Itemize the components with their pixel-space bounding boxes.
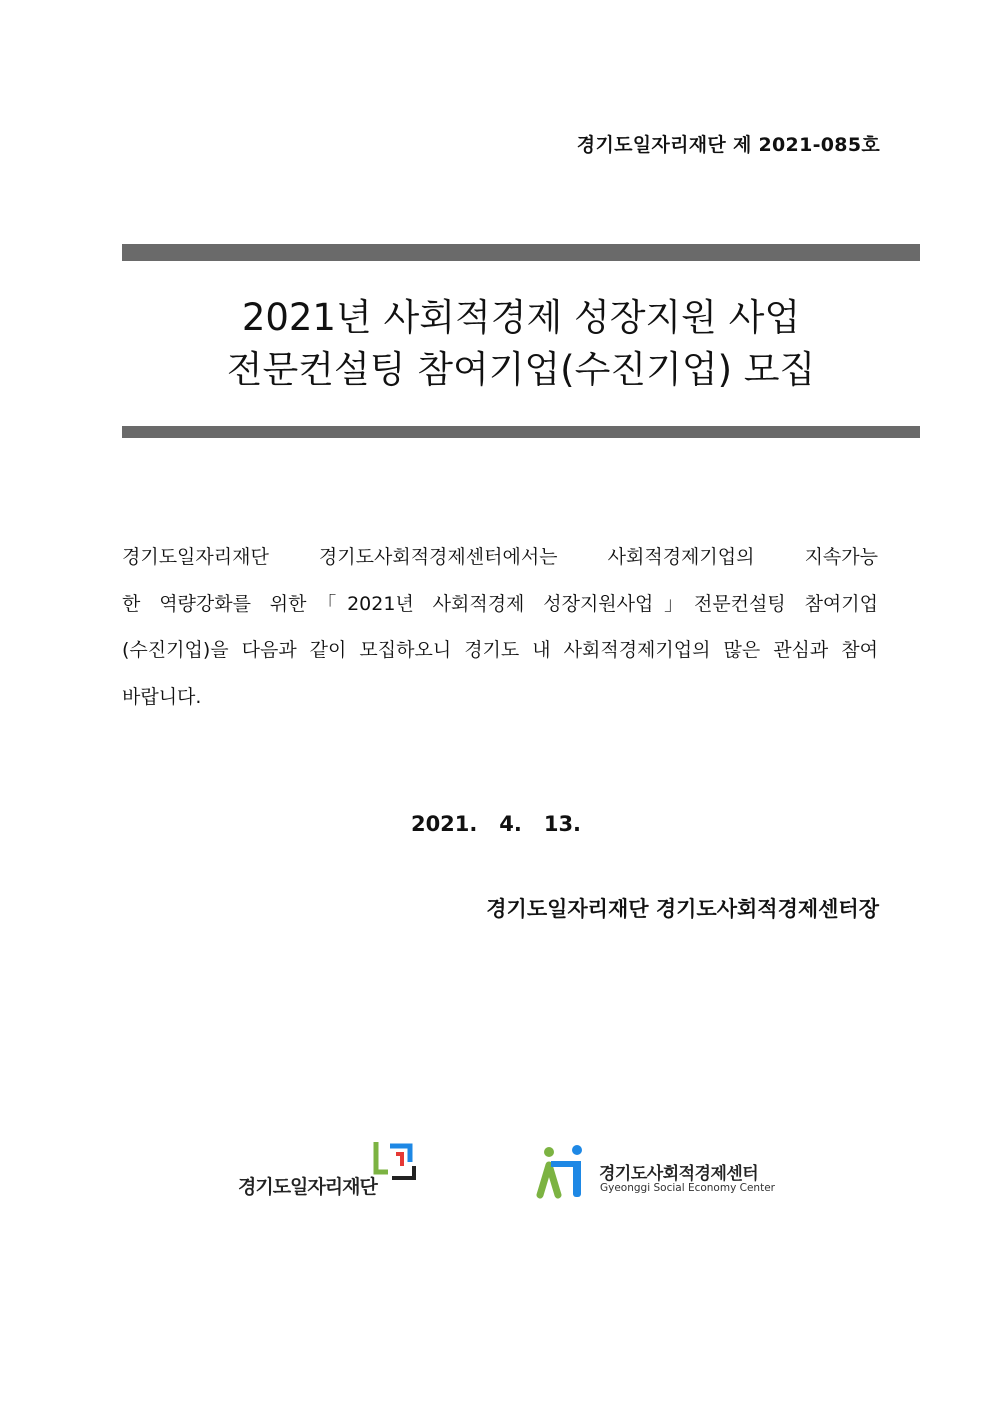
title-top-rule (122, 244, 920, 261)
social-economy-mark-icon (536, 1143, 592, 1201)
announcement-paragraph (122, 534, 878, 720)
page-title-line-1: 2021년 사회적경제 성장지원 사업 (241, 296, 801, 339)
logo-right-korean-name: 경기도사회적경제센터 (599, 1164, 759, 1184)
page-title-line-2: 전문컨설팅 참여기업(수진기업) 모집 (226, 348, 816, 391)
paragraph-line-1: 경기도일자리재단 경기도사회적경제센터에서는 사회적경제기업의 지속가능 (122, 546, 878, 568)
paragraph-line-2: 한 역량강화를 위한「2021년 사회적경제 성장지원사업」전문컨설팅 참여기업 (122, 592, 878, 615)
paragraph-line-4: 바랍니다. (122, 685, 202, 708)
logo-right-english-name: Gyeonggi Social Economy Center (600, 1182, 775, 1194)
signer-name: 경기도일자리재단 경기도사회적경제센터장 (486, 897, 879, 921)
paragraph-line-3: (수진기업)을 다음과 같이 모집하오니 경기도 내 사회적경제기업의 많은 관심과 참여 (122, 639, 878, 661)
logo-left-text: 경기도일자리재단 (238, 1176, 377, 1198)
foundation-mark-icon (372, 1140, 418, 1184)
gyeonggi-social-economy-center-logo (536, 1143, 776, 1203)
gyeonggi-job-foundation-logo (238, 1140, 423, 1210)
document-number: 경기도일자리재단 제 2021-085호 (576, 134, 880, 156)
title-bottom-rule (122, 426, 920, 438)
issue-date: 2021. 4. 13. (410, 812, 582, 836)
